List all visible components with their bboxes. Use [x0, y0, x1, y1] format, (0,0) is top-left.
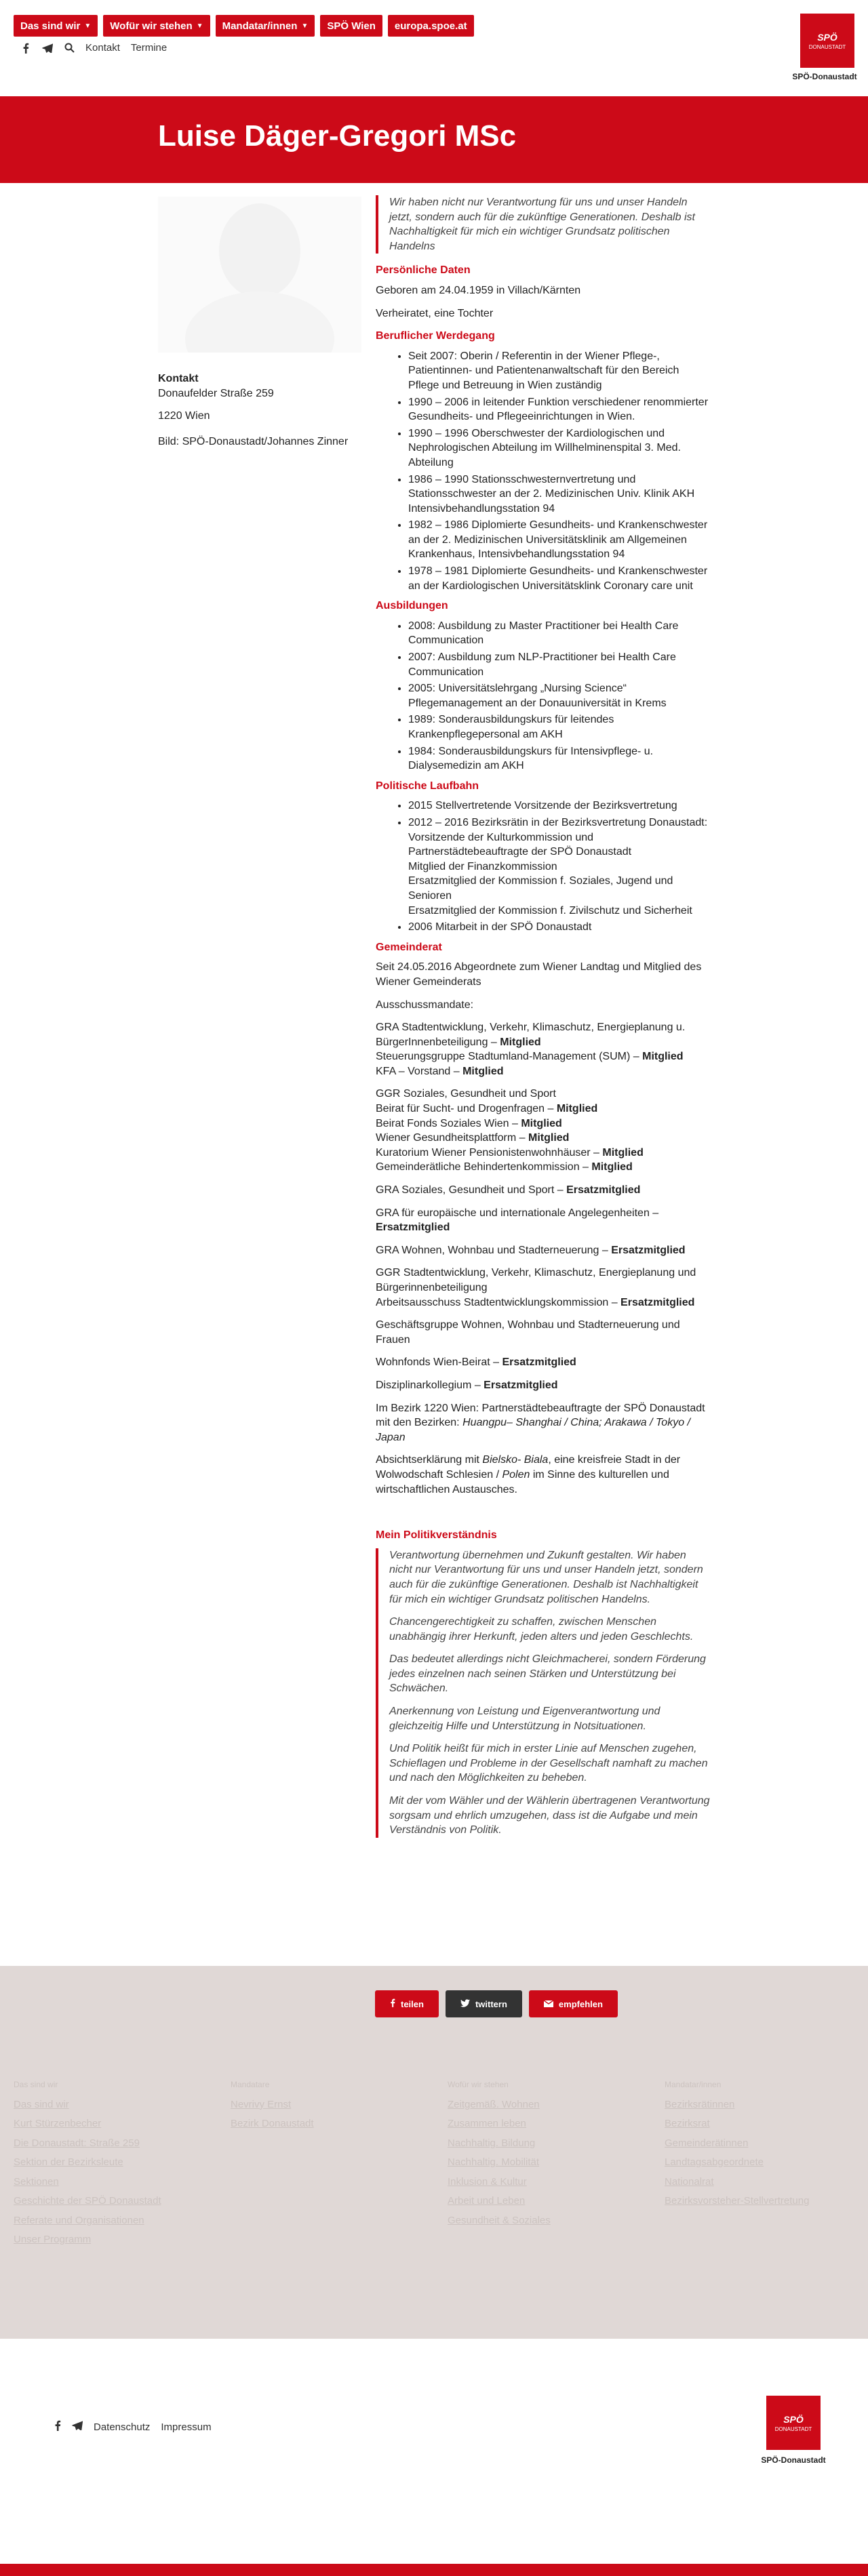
- committee-line: [376, 1020, 711, 1049]
- link-impressum[interactable]: Impressum: [161, 2421, 212, 2433]
- site-header: [0, 0, 868, 96]
- role-badge: Mitglied: [642, 1051, 684, 1063]
- role-badge: Mitglied: [462, 1065, 504, 1077]
- role-badge: Ersatzmitglied: [376, 1222, 450, 1234]
- telegram-icon[interactable]: [72, 2421, 83, 2433]
- envelope-icon: [544, 1999, 553, 2009]
- role-badge: Mitglied: [500, 1036, 541, 1048]
- link-kontakt[interactable]: Kontakt: [85, 42, 120, 54]
- list-item: • 2006 Mitarbeit in der SPÖ Donaustadt: [408, 920, 711, 935]
- sitemap-link[interactable]: Bezirksvorsteher-Stellvertretung: [665, 2195, 810, 2207]
- policy-paragraph: Verantwortung übernehmen und Zukunft gestalten. Wir haben nicht nur Verantwortung für uns und unser Handeln jetzt, sondern auch für die zukünftige Generationen. Deshalb ist Nachhaltigkeit für mich ein wichtiger Grundsatz politischen Handelns.: [389, 1549, 703, 1605]
- contact-title: Kontakt: [158, 373, 199, 384]
- nav-das-sind-wir[interactable]: [14, 15, 98, 37]
- facebook-icon[interactable]: [20, 43, 31, 54]
- committee-head: GGR Stadtentwicklung, Verkehr, Klimaschutz, Energieplanung und Bürgerinnenbeteiligung: [376, 1267, 696, 1293]
- intro-quote-text: Wir haben nicht nur Verantwortung für uns und unser Handeln jetzt, sondern auch für die zukünftige Generationen. Deshalb ist Nachhaltigkeit für mich ein wichtiger Grundsatz politischen Handelns: [389, 197, 695, 252]
- committee-line: [376, 1160, 711, 1175]
- sitemap-link[interactable]: Nevrivy Ernst: [231, 2098, 292, 2110]
- role-badge: Mitglied: [602, 1146, 644, 1159]
- footer-logo[interactable]: [766, 2396, 821, 2450]
- spoe-logo[interactable]: [800, 14, 854, 68]
- partner-cities-list: Huangpu– Shanghai / China; Arakawa / Tokyo / Japan: [376, 1417, 690, 1443]
- nav-wofuer-wir-stehen[interactable]: [103, 15, 210, 37]
- sitemap-link[interactable]: Nachhaltig. Bildung: [448, 2137, 536, 2149]
- committee-line: [376, 1183, 711, 1198]
- political-list: [376, 799, 711, 934]
- spacer: [376, 1505, 711, 1523]
- sitemap-link[interactable]: Bezirksrätinnen: [665, 2098, 735, 2110]
- share-label: empfehlen: [558, 1998, 603, 2009]
- intro-quote: [376, 195, 711, 254]
- committee-line: [376, 1049, 711, 1064]
- sitemap-link[interactable]: Bezirksrat: [665, 2118, 710, 2130]
- political-line: Ersatzmitglied der Kommission f. Zivilschutz und Sicherheit: [408, 904, 692, 917]
- nav-mandatare[interactable]: [216, 15, 315, 37]
- committees-label: Ausschussmandate:: [376, 999, 474, 1011]
- logo-text: SPÖ: [817, 31, 837, 43]
- nav-label: europa.spoe.at: [394, 20, 467, 32]
- nav-europa[interactable]: [388, 15, 474, 37]
- sitemap-link[interactable]: Landtagsabgeordnete: [665, 2156, 764, 2169]
- sitemap-link[interactable]: Geschichte der SPÖ Donaustadt: [14, 2195, 161, 2207]
- intent-city: Bielsko- Biala: [482, 1454, 549, 1466]
- committee-text: Kuratorium Wiener Pensionistenwohnhäuser –: [376, 1146, 603, 1159]
- policy-paragraph: Mit der vom Wähler und der Wählerin übertragenen Verantwortung sorgsam und ehrlich umzugehen, dass ist die Aufgabe und mein Verständnis von Politik.: [389, 1795, 710, 1836]
- logo-text: SPÖ: [783, 2413, 804, 2425]
- committee-text: Beirat für Sucht- und Drogenfragen –: [376, 1103, 557, 1115]
- committee-text: GRA für europäische und internationale Angelegenheiten –: [376, 1207, 659, 1219]
- contact-city: 1220 Wien: [158, 409, 210, 422]
- chevron-down-icon: ▼: [84, 22, 92, 30]
- career-list: [376, 349, 711, 594]
- sitemap-column: [448, 2077, 551, 2230]
- policy-quote: [376, 1548, 711, 1838]
- sitemap-link[interactable]: Arbeit und Leben: [448, 2195, 526, 2207]
- footer-sitemap: [0, 2034, 868, 2339]
- share-facebook-button[interactable]: [375, 1990, 439, 2017]
- intent-text: Absichtserklärung mit: [376, 1454, 483, 1466]
- sitemap-link[interactable]: Gesundheit & Soziales: [448, 2214, 551, 2226]
- committee-group: [376, 1087, 711, 1175]
- partner-text: Im Bezirk 1220 Wien: Partnerstädtebeauftragte der SPÖ Donaustadt mit den Bezirken:: [376, 1402, 705, 1429]
- intent-declaration: [376, 1453, 711, 1497]
- role-badge: Mitglied: [591, 1161, 633, 1173]
- telegram-icon[interactable]: [42, 43, 53, 54]
- list-item: • 1989: Sonderausbildungskurs für leitendes Krankenpflegepersonal am AKH: [408, 712, 711, 742]
- logo-subtext: DONAUSTADT: [774, 2426, 812, 2432]
- search-icon[interactable]: [64, 43, 75, 54]
- committee-line: [376, 1378, 711, 1393]
- facebook-icon[interactable]: [54, 2420, 61, 2434]
- section-heading-career: Beruflicher Werdegang: [376, 330, 495, 342]
- political-line: Ersatzmitglied der Kommission f. Soziales, Jugend und Senioren: [408, 875, 673, 902]
- list-item: • 2007: Ausbildung zum NLP-Practitioner bei Health Care Communication: [408, 650, 711, 679]
- contact-block: [158, 371, 382, 450]
- committee-line: [376, 1131, 711, 1146]
- logo-caption: SPÖ-Donaustadt: [792, 72, 857, 81]
- committee-text: Wiener Gesundheitsplattform –: [376, 1132, 528, 1144]
- nav-label: Mandatar/innen: [222, 20, 298, 32]
- education-list: [376, 619, 711, 773]
- section-heading-personal: Persönliche Daten: [376, 264, 471, 277]
- share-twitter-button[interactable]: [446, 1990, 522, 2017]
- sitemap-heading: Wofür wir stehen: [448, 2080, 509, 2089]
- sitemap-link[interactable]: Sektion der Bezirksleute: [14, 2156, 123, 2169]
- intent-country: Polen: [502, 1468, 530, 1481]
- main-content: [376, 195, 711, 1847]
- committee-group: [376, 1266, 711, 1310]
- list-item: • Seit 2007: Oberin / Referentin in der Wiener Pflege-, Patientinnen- und Patientenanwaltschaft für den Bereich Pflege und Betreuung in Wien zuständig: [408, 349, 711, 393]
- list-item: • 2015 Stellvertretende Vorsitzende der Bezirksvertretung: [408, 799, 711, 813]
- committee-text: Gemeinderätliche Behindertenkommission –: [376, 1161, 592, 1173]
- sitemap-link[interactable]: Unser Programm: [14, 2234, 92, 2246]
- council-since: Seit 24.05.2016 Abgeordnete zum Wiener Landtag und Mitglied des Wiener Gemeinderats: [376, 961, 702, 988]
- share-bar: [0, 1966, 868, 2034]
- sitemap-link[interactable]: Nationalrat: [665, 2175, 714, 2188]
- section-heading-policy: Mein Politikverständnis: [376, 1529, 497, 1542]
- role-badge: Ersatzmitglied: [620, 1296, 695, 1308]
- section-heading-education: Ausbildungen: [376, 600, 448, 612]
- policy-paragraph: Chancengerechtigkeit zu schaffen, zwischen Menschen unabhängig ihrer Herkunft, jeden alters und jeden Geschlechts.: [389, 1616, 694, 1643]
- list-item: • 1986 – 1990 Stationsschwesternvertretung und Stationsschwester an der 2. Medizinischen Univ. Klinik AKH Intensivbehandlungsstation 94: [408, 472, 711, 517]
- footer-links: [54, 2420, 212, 2434]
- committee-line: [376, 1064, 711, 1079]
- list-item: • 2005: Universitätslehrgang „Nursing Science“ Pflegemanagement an der Donauuniversität in Krems: [408, 681, 711, 710]
- committee-text: Beirat Fonds Soziales Wien –: [376, 1117, 521, 1129]
- contact-street: Donaufelder Straße 259: [158, 388, 274, 400]
- committee-line: [376, 1102, 711, 1116]
- nav-spoe-wien[interactable]: [320, 15, 382, 37]
- twitter-icon: [460, 1999, 470, 2009]
- page-title: Luise Däger-Gregori MSc: [158, 119, 517, 153]
- sitemap-link[interactable]: Nachhaltig. Mobilität: [448, 2156, 540, 2169]
- sitemap-column: [665, 2077, 809, 2211]
- intent-text: im Sinne des kulturellen und wirtschaftlichen Austausches.: [376, 1468, 669, 1495]
- sitemap-link[interactable]: Das sind wir: [14, 2098, 69, 2110]
- role-badge: Mitglied: [521, 1117, 562, 1129]
- share-email-button[interactable]: [529, 1990, 618, 2017]
- sitemap-link[interactable]: Die Donaustadt: Straße 259: [14, 2137, 140, 2149]
- committee-text: KFA – Vorstand –: [376, 1065, 463, 1077]
- sitemap-link[interactable]: Zeitgemäß. Wohnen: [448, 2098, 540, 2110]
- share-buttons: [375, 1990, 618, 2017]
- chevron-down-icon: ▼: [301, 22, 309, 30]
- sitemap-heading: Mandatar/innen: [665, 2080, 722, 2089]
- committee-text: GRA Soziales, Gesundheit und Sport –: [376, 1184, 567, 1196]
- share-label: teilen: [401, 1998, 424, 2009]
- sitemap-column: [231, 2077, 314, 2134]
- list-item: • 2008: Ausbildung zu Master Practitioner bei Health Care Communication: [408, 619, 711, 648]
- section-heading-council: Gemeinderat: [376, 941, 442, 953]
- section-heading-political: Politische Laufbahn: [376, 780, 479, 792]
- role-badge: Mitglied: [528, 1132, 570, 1144]
- sitemap-heading: Das sind wir: [14, 2080, 58, 2089]
- sitemap-column: [14, 2077, 161, 2250]
- committee-text: Wohnfonds Wien-Beirat –: [376, 1356, 502, 1369]
- sitemap-link[interactable]: Bezirk Donaustadt: [231, 2118, 314, 2130]
- committee-group: [376, 1020, 711, 1079]
- role-badge: Mitglied: [556, 1103, 598, 1115]
- intent-text: , eine kreisfreie Stadt in der Wolwodschaft Schlesien /: [376, 1454, 681, 1481]
- political-line: Mitglied der Finanzkommission: [408, 860, 557, 872]
- portrait-placeholder: [158, 197, 361, 353]
- list-item: • 1990 – 2006 in leitender Funktion verschiedener renommierter Gesundheits- und Pflegeeinrichtungen in Wien.: [408, 395, 711, 424]
- policy-paragraph: Das bedeutet allerdings nicht Gleichmacherei, sondern Förderung jedes einzelnen nach seinen Stärken und Unterstützung bei Schwächen.: [389, 1653, 706, 1695]
- sitemap-link[interactable]: Inklusion & Kultur: [448, 2175, 527, 2188]
- policy-paragraph: Anerkennung von Leistung und Eigenverantwortung und gleichzeitig Hilfe und Unterstützung in Notsituationen.: [389, 1706, 660, 1732]
- committee-text: Steuerungsgruppe Stadtumland-Management (SUM) –: [376, 1051, 643, 1063]
- committee-text: GRA Wohnen, Wohnbau und Stadterneuerung –: [376, 1244, 612, 1256]
- committee-line: Geschäftsgruppe Wohnen, Wohnbau und Stadterneuerung und Frauen: [376, 1319, 680, 1346]
- policy-paragraph: Und Politik heißt für mich in erster Linie auf Menschen zugehen, Schieflagen und Probleme in der Gesellschaft namhaft zu machen und nach den Möglichkeiten zu beheben.: [389, 1743, 708, 1784]
- nav-label: Das sind wir: [20, 20, 81, 32]
- committee-head: GGR Soziales, Gesundheit und Sport: [376, 1088, 556, 1100]
- footer-logo-caption: SPÖ-Donaustadt: [761, 2455, 826, 2465]
- sitemap-heading: Mandatare: [231, 2080, 270, 2089]
- personal-born: Geboren am 24.04.1959 in Villach/Kärnten: [376, 284, 581, 296]
- list-item: [408, 816, 711, 918]
- committee-text: Arbeitsausschuss Stadtentwicklungskommission –: [376, 1296, 621, 1308]
- sitemap-link[interactable]: Sektionen: [14, 2175, 59, 2188]
- main-nav: [14, 15, 474, 37]
- committee-line: [376, 1206, 711, 1235]
- role-badge: Ersatzmitglied: [484, 1379, 558, 1391]
- portrait-image: [158, 197, 361, 353]
- logo-subtext: DONAUSTADT: [808, 43, 846, 50]
- share-label: twittern: [475, 1998, 507, 2009]
- link-termine[interactable]: Termine: [130, 42, 167, 54]
- bottom-bar: [0, 2564, 868, 2576]
- list-item: • 1984: Sonderausbildungskurs für Intensivpflege- u. Dialysemedizin am AKH: [408, 744, 711, 773]
- sitemap-link[interactable]: Zusammen leben: [448, 2118, 526, 2130]
- list-item: • 1978 – 1981 Diplomierte Gesundheits- und Krankenschwester an der Kardiologischen Universitätsklink Coronary care unit: [408, 564, 711, 593]
- facebook-icon: [390, 1998, 395, 2009]
- nav-label: Wofür wir stehen: [110, 20, 193, 32]
- committee-line: [376, 1243, 711, 1258]
- chevron-down-icon: ▼: [196, 22, 203, 30]
- role-badge: Ersatzmitglied: [502, 1356, 576, 1369]
- link-datenschutz[interactable]: Datenschutz: [94, 2421, 151, 2433]
- sitemap-link[interactable]: Referate und Organisationen: [14, 2214, 144, 2226]
- sub-nav: [20, 42, 167, 54]
- political-line: • 2012 – 2016 Bezirksrätin in der Bezirksvertretung Donaustadt: Vorsitzende der Kulturkommission und Partnerstädtebeauftragte der SPÖ Donaustadt: [408, 816, 708, 858]
- role-badge: Ersatzmitglied: [566, 1184, 641, 1196]
- nav-label: SPÖ Wien: [327, 20, 376, 32]
- role-badge: Ersatzmitglied: [611, 1244, 686, 1256]
- list-item: • 1990 – 1996 Oberschwester der Kardiologischen und Nephrologischen Abteilung im Willhelminenspital 3. Med. Abteilung: [408, 426, 711, 470]
- committee-line: [376, 1355, 711, 1370]
- image-credit: Bild: SPÖ-Donaustadt/Johannes Zinner: [158, 436, 349, 448]
- site-footer: [0, 2339, 868, 2562]
- committee-text: GRA Stadtentwicklung, Verkehr, Klimaschutz, Energieplanung u. BürgerInnenbeteiligung –: [376, 1022, 686, 1048]
- personal-family: Verheiratet, eine Tochter: [376, 307, 494, 319]
- list-item: • 1982 – 1986 Diplomierte Gesundheits- und Krankenschwester an der 2. Medizinischen Universitätsklinik am Allgemeinen Krankenhaus, Intensivbehandlungsstation 94: [408, 518, 711, 562]
- committee-text: Disziplinarkollegium –: [376, 1379, 484, 1391]
- committee-line: [376, 1295, 711, 1310]
- committee-line: [376, 1146, 711, 1161]
- committee-line: [376, 1116, 711, 1131]
- sitemap-link[interactable]: Gemeinderätinnen: [665, 2137, 749, 2149]
- partner-cities: [376, 1401, 711, 1445]
- sitemap-link[interactable]: Kurt Stürzenbecher: [14, 2118, 102, 2130]
- hero-banner: [0, 96, 868, 183]
